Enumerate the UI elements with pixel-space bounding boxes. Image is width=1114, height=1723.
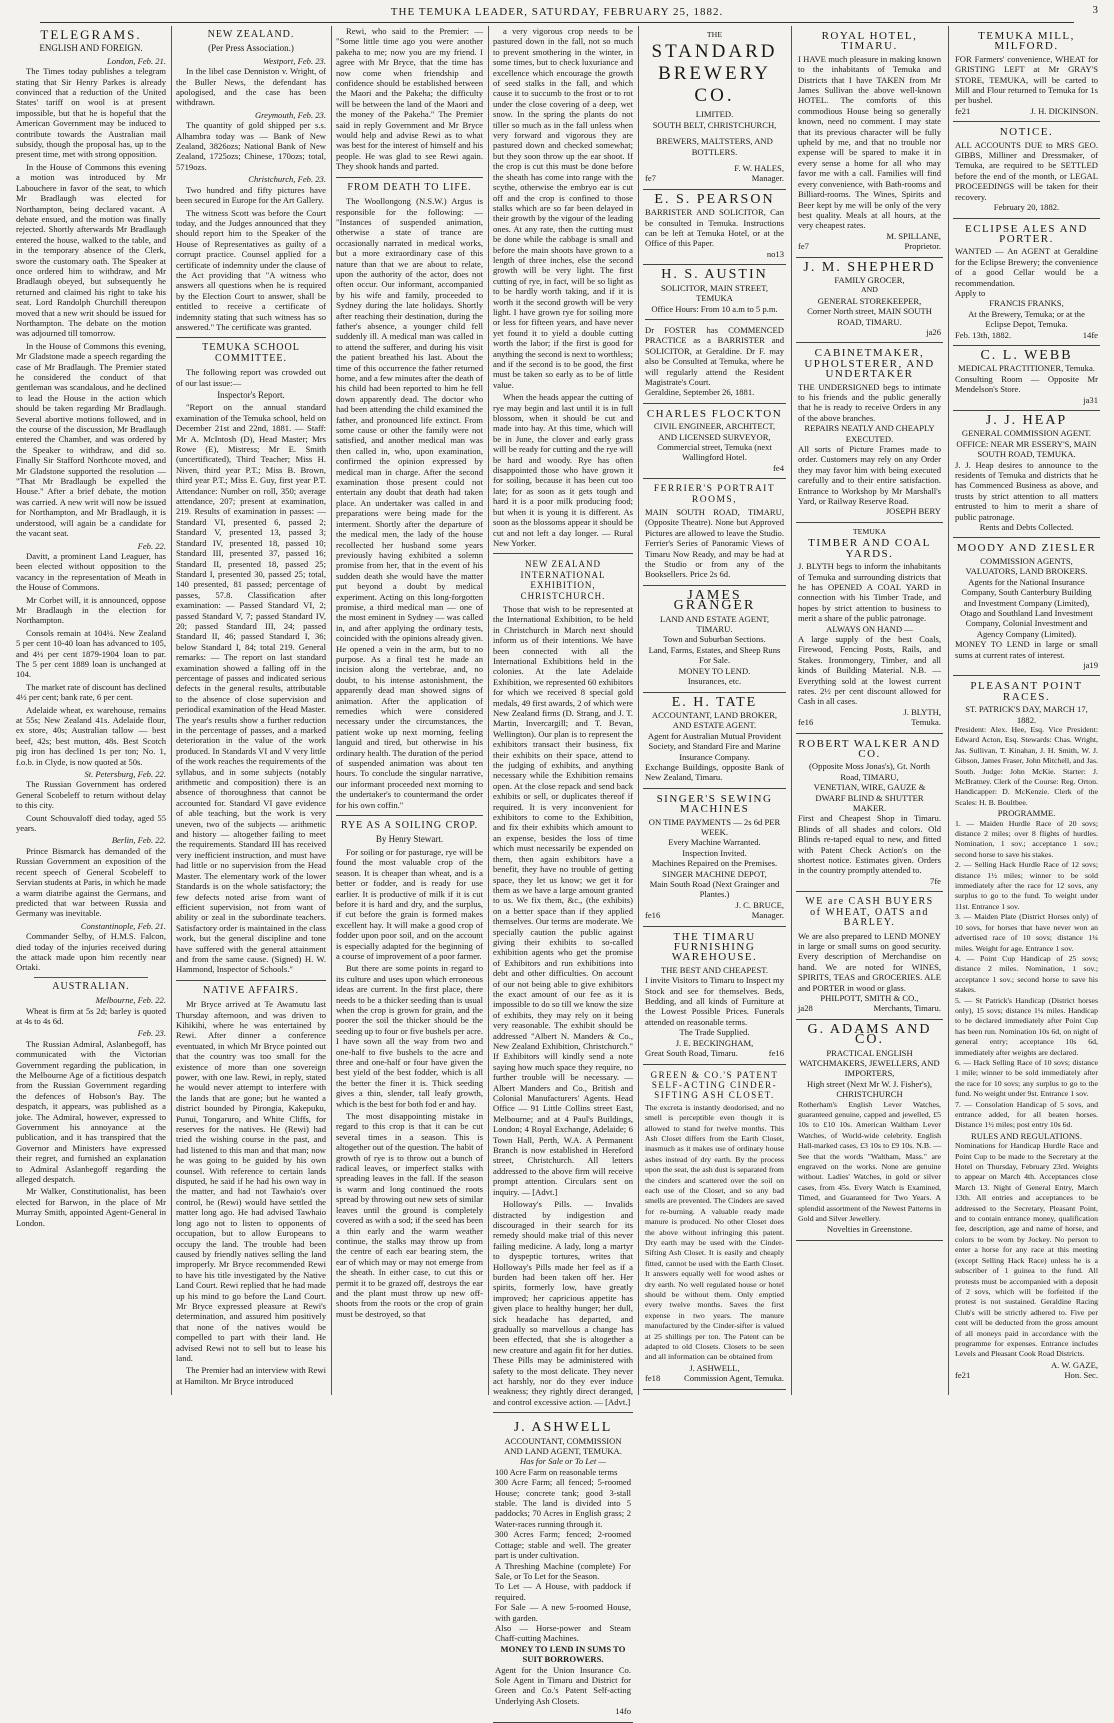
ad-date: ST. PATRICK'S DAY, MARCH 17, 1882. xyxy=(965,704,1088,725)
ad-body2: All sorts of Picture Frames made to order. Customers may rely on any Order they may favor him with being executed carefully and to their entire satisfaction. Entrance to Workshop by Mr Marshall's Yard, or Railway Reserve Road. xyxy=(798,444,941,507)
ad-role: Manager. xyxy=(751,173,784,184)
ad-standard-brewery xyxy=(643,26,786,190)
article-paragraph: For soiling or for pasturage, rye will be found the most valuable crop of the season. It is cheaper than wheat, and is a better or fodder, and is ready for use earlier. It is productive of milk if it is cut before it is hard and dry, and the surplus, if cut before the grain is formed makes excellent hay. It will make a good crop of fodder upon poor soil, and on the account is especially adapted for the beginning of a course of improvement of a poor farmer. xyxy=(336,846,483,961)
ad-body2: GENERAL STOREKEEPER, xyxy=(817,295,922,306)
ad-and: AND xyxy=(861,285,878,295)
article-paragraph: When the heads appear the cutting of rye may begin and last until it is in full blossom, when it should be cut and made into hay. At this time, which will be in June, the clover and early grass will be ready for cutting and the rye will be hard and woody. Rye has often disappointed those who have grown it for soiling, because it has been cut too late; for as soon as it gets tough and hard it is a poor milk producing food; but when it is young it is different. As soon as the blossoms appear it should be cut and not left a day longer. — Rural New Yorker. xyxy=(493,392,633,548)
ad-agent-line: Agent for the Union Insurance Co. Sole Agent in Timaru and District for Green and Co.'s Patent Self-acting Underlying Ash Closets. xyxy=(495,1664,631,1706)
ad-code: no13 xyxy=(766,248,784,259)
ad-code: fe7 xyxy=(645,173,656,184)
divider xyxy=(34,977,148,978)
ad-signature: J. E. BECKINGHAM, xyxy=(675,1037,754,1048)
masthead-rule xyxy=(40,22,1074,23)
article-paragraph: Davitt, a prominent Land Leaguer, has been elected without opposition to the vacancy in the representation of Meath in the House of Commons. xyxy=(16,550,166,593)
ad-role: Hon. Sec. xyxy=(1064,1370,1098,1381)
section-heading-school-committee: TEMUKA SCHOOL COMMITTEE. xyxy=(202,342,300,364)
ad-address: At the Brewery, Temuka; or at the Eclipse Depot, Temuka. xyxy=(968,308,1085,330)
ad-sub: ALWAYS ON HAND — xyxy=(826,623,913,634)
dateline: Feb. 23. xyxy=(137,1028,166,1039)
article-paragraph: The witness Scott was before the Court today, and the Judges announced that they should report him to the Speaker of the House of Representatives as guilty of a corrupt practice. Counsel applied for a certificate of indemnity under the clause of the Act providing that "A witness who answers all questions when he is required by the Election Court to answer, shall be entitled to receive a certificate of indemnity stating that such witness has so answered." The certificate was granted. xyxy=(176,207,326,332)
ad-title: E. H. TATE xyxy=(671,694,758,710)
article-paragraph: The following report was crowded out of our last issue:— xyxy=(176,367,326,388)
ad-subtitle: ACCOUNTANT, COMMISSION AND LAND AGENT, TEMUKA. xyxy=(504,1435,622,1457)
ad-sub: REPAIRS NEATLY AND CHEAPLY EXECUTED. xyxy=(804,423,935,444)
dateline: Westport, Feb. 23. xyxy=(263,55,326,66)
column-rule xyxy=(948,26,949,1395)
ad-office: SINGER MACHINE DEPOT, xyxy=(662,868,767,879)
ad-signature: FRANCIS FRANKS, xyxy=(989,298,1064,309)
article-paragraph: The most disappointing mistake in regard to this crop is that it can be cut several times in a season. This is altogether out of the question. The habit of growth of rye is to throw out a bunch of radical leaves, or imperfect stalks with spreading leaves in the fall. If the season is warm and long continued the roots spread by throwing out new sets of similar leaves until the ground is completely covered as with a sod; if the seed has been a thin early and the warm weather continue, the stalks may throw up from the centre of each ear bearing stem, the ear of which may or may not emerge from the sheath. In either case, to cut this or permit it to be grazed off, destroys the ear and the plant must throw up new off-shoots from the roots or the crop of grain must be destroyed, so that xyxy=(336,1111,483,1319)
article-paragraph: Prince Bismarck has demanded of the Russian Government an exposition of the recent speech of General Scobeleff to Servian students at Paris, in which he made a warm diatribe against the Germans, and predicted that war between Russia and Germany was inevitable. xyxy=(16,845,166,919)
ad-hours: Office Hours: From 10 a.m to 5 p.m. xyxy=(651,303,778,314)
inspector-report-heading: Inspector's Report. xyxy=(217,390,285,400)
dateline: Greymouth, Feb. 23. xyxy=(254,109,326,120)
race-item: 1. — Maiden Hurdle Race of 20 sovs; distance 2 miles; over 8 flights of hurdles. Nomination, 1 sov.; acceptance 1 sov.; second horse to save his stakes. xyxy=(955,818,1098,859)
ad-body2: A large supply of the best Coals, Firewood, Fencing Posts, Rails, and Stakes. Ironmongery, Timber, and all kinds of Building Material. N.B. — Everything sold at the lowest current rates. 2½ per cent discount allowed for Cash in all cases. xyxy=(798,633,941,707)
ad-code: ja31 xyxy=(1083,394,1098,405)
ad-title: J. M. SHEPHERD xyxy=(803,259,936,275)
ad-agent: Agent for Australian Mutual Provident Society, and Standard Fire and Marine Insurance Company. xyxy=(647,730,782,762)
article-paragraph: In the House of Commons this evening a motion was introduced by Mr Labouchere in favor of the seat, to which Mr Bradlaugh was elected for Northampton, being declared vacant. A debate ensued, and the motion was finally rejected. Shortly afterwards Mr Bradlaugh entered the house, walked to the table, and in the temporary absence of the Clerk, swore the customary oath. The Speaker at once ordered him to withdraw, and Mr Bradlaugh obeyed, but subsequently he returned and claimed his right to take his seat. Lord Randolph Churchill thereupon moved that a new writ should be issued for Northampton. The debate on the motion was adjourned till tomorrow. xyxy=(16,161,166,339)
article-paragraph: "Report on the annual standard examination of the Temuka school, held on December 21st and 22nd, 1881. — Staff: Mr A. McIntosh (D), Head Master; Mrs Rowe (E), Mistress; Mr E. Smith (uncertificated), Third Teacher; Miss H. Niven, third year P.T.; Miss B. Brown, third year P.T.; Miss E. Guy, first year P.T. Attendance: Number on roll, 350; average attendance, 207; present at examination, 219. Results of examination in passes: — Standard VI, presented 6, passed 2; Standard V, presented 13, passed 3; Standard IV, presented 18, passed 10; Standard III, presented 37, passed 16; Standard II, presented 18, passed 25; Standard I, presented 30, passed 25; total, 140 presented, 81 passed; percentage of passes, 57.8. Classification after examination: — Passed Standard VI, 2; passed Standard V, 7; passed Standard IV, 20; passed Standard III, 24; passed Standard II, 46; passed Standard I, 36; below Standard I, 84; total 219. General remarks: — The report on last standard examination showed a falling off in the percentage of passes and indicated serious defects in the general results, attributable to the absence of close supervision and periodical examination of the Head Master. The year's results show a further reduction in the percentage of passes, and a marked deterioration in the value of the work produced. In Standards VI and V very little of the work reaches the requirements of the syllabus, and in some subjects (notably arithmetic and composition) there is an absence of thoroughness that cannot be accounted for. Standard VI gave evidence of able teaching, but the work is very uneven, two of the subjects — arithmetic and history — altogether failing to meet the requirements. Standard III has received very inefficient instruction, and must have had little or no supervision from the Head Master. The elementary work of the lower Standards is on the whole satisfactory; the few defects noted arise from want of efficient supervision, not from want of ability or zeal in the subordinate teachers. Satisfactory order is maintained in the class work, but the general discipline and tone have suffered with the general attainment and from the same cause. (Signed) H. W. Hammond, Inspector of Schools." xyxy=(176,402,326,975)
ad-singer xyxy=(643,789,786,927)
ad-rules-heading: RULES AND REGULATIONS. xyxy=(970,1130,1082,1141)
article-paragraph: Commander Selby, of H.M.S. Falcon, died today of the injuries received during the attack made upon him recently near Ortaki. xyxy=(16,931,166,973)
ad-ashwell xyxy=(493,1418,633,1722)
ad-supplied: The Trade Supplied. xyxy=(679,1027,750,1038)
ad-body: ACCOUNTANT, LAND BROKER, AND ESTATE AGENT. xyxy=(651,709,778,731)
ad-sale-label: Has for Sale or To Let — xyxy=(519,1456,607,1467)
article-paragraph: In the House of Commons this evening, Mr Gladstone made a speech regarding the case of Mr Bradlaugh. The Premier stated he considered the conduct of that gentleman was scandalous, and he declined to lead the House in the action which should be taken regarding Mr Bradlaugh. Several abortive motions followed, and in the course of the discussion, Mr Bradlaugh entered the Chamber, and was ordered by the Speaker to withdraw, and did so. Finally Sir Stafford Northcote moved, and Mr Gladstone supported the resolution — "That Mr Bradlaugh be expelled the House." After a brief debate, the motion was carried. A new writ will now be issued for Northampton, and Mr Bradlaugh, it is understood, will again be a candidate for the vacant seat. xyxy=(16,340,166,539)
ad-flockton xyxy=(643,404,786,479)
ad-title: WE are CASH BUYERS of WHEAT, OATS and BARLEY. xyxy=(805,896,934,929)
section-heading-australian: AUSTRALIAN. xyxy=(52,980,130,992)
ad-body: MAIN SOUTH ROAD, TIMARU, (Opposite Theatre). None but Approved Pictures are allowed to leave the Studio. Ferrier's Series of Panoramic Views of Timaru Now Ready, and may be had at the Studio or from any of the Booksellers. Price 2s 6d. xyxy=(645,507,784,580)
ad-title: TIMBER AND COAL YARDS. xyxy=(808,537,931,560)
ad-body: I HAVE much pleasure in making known to the inhabitants of Temuka and Districts that I have TAKEN from Mr James Sullivan the above well-known HOTEL. The comforts of this commodious House being so generally known, need no comment. I may state that its previous character will be fully upheld by me, and that no trouble nor expense will be spared to make it in every sense a home for all who may favor me with a call. Families will find every convenience, with Bath-rooms and Billiard-rooms. The Wines, Spirits and Beer kept by me will be only of the very best quality. Meals at all hours, at the very cheapest rates. xyxy=(798,53,941,231)
ad-signature: F. W. HALES, xyxy=(734,163,784,174)
ad-body: FAMILY GROCER, xyxy=(834,274,905,285)
column-rule xyxy=(171,26,172,1395)
ad-code: fe18 xyxy=(645,1373,661,1384)
ad-title: THE TIMARU FURNISHING WAREHOUSE. xyxy=(671,930,758,964)
masthead xyxy=(0,0,1114,24)
ad-code: fe16 xyxy=(645,910,661,921)
ad-rules: Nominations for Handicap Hurdle Race and Point Cup to be made to the Secretary at the Hotel on Thursday, February 23rd. Weights to appear on March 4th. Acceptances close March 13. Night of General Entry, March 13th. All entries and acceptances to be addressed to the Secretary, Pleasant Point, and to contain entrance money, qualification fee, description, age and name of horse, and colors to be worn by Jockey. No person to enter a horse for any race at this meeting (except Selling Hack Race) unless he is a subscriber of 1 guinea to the fund. All protests must be accompanied with a deposit of 2 sovs, which will be forfeited if the protest is not sustained. Geraldine Racing Club's will be strictly adhered to. Five per cent will be deducted from the gross amount of all moneys paid in accordance with the programme for expenses. Entrance includes Levels and Pleasant Cook Road Districts. xyxy=(955,1141,1098,1359)
ad-address: Corner North street, MAIN SOUTH ROAD, TIMARU. xyxy=(807,306,932,327)
article-paragraph: Count Schouvaloff died today, aged 55 years. xyxy=(16,812,166,834)
ad-title: JAMES GRANGER xyxy=(673,587,756,614)
ad-item: 100 Acre Farm on reasonable terms xyxy=(495,1466,618,1477)
ad-bery-cabinetmaker xyxy=(796,343,943,523)
column-ads-2 xyxy=(796,26,943,1395)
ad-item: 300 Acres Farm; fenced; 2-roomed Cottage; stable and well. The greater part is under cultivation. xyxy=(495,1529,631,1561)
ad-line: Machines Repaired on the Premises. xyxy=(651,858,778,869)
ad-code: fe16 xyxy=(768,1048,784,1059)
column-death-to-life xyxy=(336,26,483,1395)
ad-body: Consulting Room — Opposite Mr Mendelson's Store. xyxy=(955,373,1098,395)
ad-place: Temuka. xyxy=(911,717,941,728)
article-paragraph: The Woollongong (N.S.W.) Argus is responsible for the following: — "Instances of suspended animation, otherwise a state of trance are occasionally narrated in medical works, but a more extraordinary case of this nature than that we are about to relate, upon the authority of the actor, does not often occur. Our informant, accompanied by his wife and family, proceeded to Sydney during the late holidays. Shortly after reaching their destination, during the father's absence, a younger child fell suddenly ill. A medical man was called in to attend the sufferer, and during his visit the patient breathed his last. About the time of this occurrence the father returned home, and a few minutes after the death of his child had been reported to him he fell down apparently dead. The doctor who had been attending the child examined the father, and pronounced life extinct. From some cause or other the family were not satisfied, and another medical man was then called in, who, upon examination, confirmed the opinion expressed by medical man in charge. After the second examination those present could not entertain any doubt that death had taken place. An undertaker was called in and preparations were being made for the interment. Shortly after the departure of the medical men, the lady of the house recollected her husband some years previously having exhibited a solemn promise from her, that in the event of his sudden death she would have the matter put beyond a doubt by medical experiment. Acting on this long-forgotten promise, a third medical man — one of the most eminent in Sydney — was called in, and after applying the ordinary tests, coincided with the opinions already given. He opened a vein in the arm, but to no purpose. As a final test he made an incision along the vertebrae, and, no doubt, to his intense astonishment, the apparently dead man showed signs of animation. After the application of remedies which were considered necessary under the circumstances, the patient woke up next morning, feeling languid and tired, but otherwise in his ordinary health. The duration of the period of suspended animation was about ten hours. To conclude the singular narrative, our informant proceeded next morning to the undertaker's to countermand the order for his own coffin." xyxy=(336,196,483,810)
ad-signature: J. H. DICKINSON. xyxy=(1030,105,1098,116)
ad-sub: MEDICAL PRACTITIONER, Temuka. xyxy=(958,363,1095,374)
ad-body: ALL ACCOUNTS DUE to MRS GEO. GIBBS, Milliner and Dressmaker, of Temuka, are required to be SETTLED before the end of the month, or LEGAL PROCEEDINGS will be taken for their recovery. xyxy=(955,139,1098,202)
ad-signature: J. BLYTH, xyxy=(903,706,941,717)
ad-title: E. S. PEARSON xyxy=(654,191,775,207)
byline: By Henry Stewart. xyxy=(375,834,444,845)
ad-programme-heading: PROGRAMME. xyxy=(997,808,1056,819)
ad-sub: PRACTICAL ENGLISH WATCHMAKERS, JEWELLERS, AND IMPORTERS, xyxy=(799,1047,940,1079)
ad-temuka-mill xyxy=(953,26,1100,122)
ad-title: STANDARD BREWERY CO. xyxy=(651,41,778,107)
ad-code: fe7 xyxy=(798,241,809,252)
ad-body: We are also prepared to LEND MONEY in large or small sums on good security. Every description of Merchandise on hand. We are noted for WINES, SPIRITS, TEAS and GROCERIES. ALE and PORTER in wood or glass. xyxy=(798,930,941,993)
ad-timaru-furnishing xyxy=(643,927,786,1065)
ad-title: H. S. AUSTIN xyxy=(661,267,768,283)
ad-sub: COMMISSION AGENTS, VALUATORS, LAND BROKERS. xyxy=(965,555,1088,577)
ad-adams-watchmakers xyxy=(796,1020,943,1241)
ad-signature: M. SPILLANE, xyxy=(886,230,941,241)
column-rule xyxy=(638,26,639,1395)
ad-officers: President: Alex. Hee, Esq. Vice President: Edward Acton, Esq. Stewards: Chas. Wright, Jas. Sullivan, T. Kinahan, J. H. Smith, W. J. Gibson, James Fraser, John Mitchell, and Jas. South. Judge: John McKie. Starter: J. McBratney. Clerk of the Course: Reg. Orton. Handicapper: D. McKenzie. Clerk of the Scales: H. B. Boultbee. xyxy=(955,724,1098,807)
ad-code: 14fe xyxy=(1082,329,1098,340)
ad-date: Geraldine, September 26, 1881. xyxy=(645,387,755,398)
ad-money: MONEY TO LEND in large or small sums at current rates of interest. xyxy=(955,639,1098,660)
divider xyxy=(336,177,483,178)
race-item: 7. — Consolation Handicap of 5 sovs, and entrance added, for all beaten horses. Distance 1½ miles; post entry 10s 6d. xyxy=(955,1099,1098,1130)
ad-heap xyxy=(953,411,1100,538)
article-paragraph: Holloway's Pills. — Invalids distracted by indigestion and discouraged in their search for its remedy should make trial of this never failing medicine. A lady, long a martyr to dyspeptic tortures, writes that Holloway's Pills made her feel as if a burden had been taken off her. Her spirits, formerly low, have greatly improved; her capricious appetite has given place to healthy hunger; her dull, sick headache has departed, and gradually so marvellous a change has been effected, that she is altogether a new creature and again fit for her duties. These Pills may be administered with safety to the most delicate. They never act harshly, nor do they ever induce weakness; they rightly direct deranged, and control excessive action. — [Advt.] xyxy=(493,1199,633,1407)
article-paragraph: Those that wish to be represented at the International Exhibition, to be held in Christchurch in March next should inform us of their intentions. We have been connected with all the International Exhibitions held in the colonies. At the late Adelaide Exhibition, we represented 60 exhibitors for which we received 8 special gold medals, 49 first awards, 2 of which were New Zealand firms (D. Strang, and J. T. Martin, Invercargill; and T. Bevan, Wellington). Our plan is to represent the exhibitors transact their business, fix their exhibits on their space, attend to the judging of exhibits, and anything necessary while the Exhibition remains open. At the close repack and send back exhibits or sell, or duplicates thereof if required. It is very inconvenient for exhibitors to come to the Exhibition, and fix their exhibits which amount to an expense, besides the loss of time which must necessarily be expended on them, then again exhibitors have a benefit, they have no trouble of getting space, they let us know; we get it for them as we have a large amount granted to us. We fix them, &c., (the exhibits) on a better space than if they applied themselves. Our terms are moderate. We specially caution the public against giving their exhibits to so-called exhibition agents who get the promise of Exhibitors and run exhibitions into debt and other difficulties. On account of our not being able to give exhibitors the exact amount of our fee as it is impossible to do so till we know the size of exhibits, they may rely on it being very reasonable. The exhibit should be addressed "Albert N. Manders & Co., New Zealand Exhibition, Christchurch." If Exhibitors will kindly send a note saying how much space they require, no further trouble will be necessary. — Albert Manders and Co., British and Colonial Manufacturers' Agents. Head Office — 91 Little Collins street East, Melbourne; and at 4 Paul's Buildings, London; 4 Royal Exchange, Adelaide; 6 Town Hall, Perth, W.A. A Permanent Branch is now established in Hereford street, Christchurch. All letters addressed to the above firm will receive prompt attention. Circulars sent on inquiry. — [Advt.] xyxy=(493,603,633,1197)
divider xyxy=(176,337,326,338)
ad-green-ash-closet xyxy=(643,1065,786,1390)
ad-sub: SOLICITOR, MAIN STREET, TEMUKA xyxy=(660,282,769,304)
ad-item: For Sale — A new 5-roomed House, with garden. xyxy=(495,1602,631,1623)
press-association-note: (Per Press Association.) xyxy=(208,43,294,54)
ad-title: C. L. WEBB xyxy=(980,347,1073,363)
ad-address: (Opposite Moss Jonas's), Gt. North Road, TIMARU, xyxy=(809,761,930,782)
article-paragraph: Adelaide wheat, ex warehouse, remains at 55s; New Zealand 41s. Adelaide flour, ex store, 40s; Australian tallow — best beef, 42s; best mutton, 48s. Best Scotch pig iron has declined 1s per ton; No. 1, f.o.b. in Clyde, is now quoted at 50s. xyxy=(16,704,166,767)
divider xyxy=(176,980,326,981)
ad-pleasant-point-races xyxy=(953,676,1100,1385)
ad-footer: Novelties in Greenstone. xyxy=(826,1224,913,1235)
column-rule xyxy=(331,26,332,1395)
race-item: 3. — Maiden Plate (District Horses only) of 10 sovs, for horses that have never won an advertised race of 10 sovs; distance 1¼ miles. Weight for age. Entrance 1 sov. xyxy=(955,912,1098,953)
ad-pearson xyxy=(643,190,786,265)
ad-item: A Threshing Machine (complete) For Sale, or To Let for the Season. xyxy=(495,1560,631,1581)
ad-body: Agents for the National Insurance Company, South Canterbury Building and Investment Company (Limited), Otago and Southland Land Investment Company, Colonial Investment and Agency Company (Limited). xyxy=(960,576,1093,639)
ad-address: SOUTH BELT, CHRISTCHURCH, xyxy=(652,119,777,130)
dateline: St. Petersburg, Feb. 22. xyxy=(84,769,166,780)
ad-code: ja19 xyxy=(1083,659,1098,670)
ad-title: G. ADAMS AND CO. xyxy=(807,1021,932,1048)
ad-sub: VENETIAN, WIRE, GAUZE & DWARF BLIND & SHUTTER MAKER. xyxy=(813,782,926,814)
ad-footer: Rents and Debts Collected. xyxy=(979,522,1074,533)
ad-body: CIVIL ENGINEER, ARCHITECT, AND LICENSED SURVEYOR, Commercial street, Temuka (next Wallingford Hotel. xyxy=(653,421,776,463)
dateline: Feb. 22. xyxy=(137,540,166,551)
ad-address: High street (Next Mr W. J. Fisher's), CHRISTCHURCH xyxy=(807,1078,932,1100)
ad-role: Proprietor. xyxy=(904,241,941,252)
dateline: Melbourne, Feb. 22. xyxy=(95,995,166,1006)
divider xyxy=(493,553,633,554)
ad-code: fe21 xyxy=(955,105,971,116)
ad-code: fe16 xyxy=(798,717,814,728)
ad-item: To Let — A House, with paddock if required. xyxy=(495,1581,631,1602)
ad-body2: Land, Farms, Estates, and Sheep Runs For Sale. xyxy=(648,644,781,666)
ad-office: OFFICE: NEAR MR ESSERY'S, MAIN SOUTH ROAD, TEMUKA. xyxy=(956,438,1097,460)
ad-money: MONEY TO LEND. xyxy=(678,665,751,676)
section-heading-exhibition: NEW ZEALAND INTERNATIONAL EXHIBITION, CHRISTCHURCH. xyxy=(520,559,606,601)
article-paragraph: The quantity of gold shipped per s.s. Alhambra today was — Bank of New Zealand, 3826ozs; National Bank of New Zealand, 1725ozs; Chinese, 170ozs; total, 5719ozs. xyxy=(176,120,326,172)
ad-address: Main South Road (Next Grainger and Plantes.) xyxy=(649,879,780,900)
column-new-zealand xyxy=(176,26,326,1395)
race-item: 2. — Selling Hack Hurdle Race of 12 sovs; distance 1½ miles; winner to be sold immediately after the race for 12 sovs, any surplus to go to the fund. To weight under 11st. Entrance 1 sov. xyxy=(955,860,1098,911)
ad-role: Merchants, Timaru. xyxy=(873,1003,941,1014)
ad-royal-hotel xyxy=(796,26,943,258)
article-paragraph: In the libel case Denniston v. Wright, of the Buller News, the defendant has apologised, and the case has been withdrawn. xyxy=(176,66,326,108)
race-item: 5. — St Patrick's Handicap (District horses only), 15 sovs; distance 1¼ miles. Handicap to be declared immediately after Point Cup has been run. Nomination 10s 6d, on night of general entry; acceptance 10s 6d, immediately after weights are declared. xyxy=(955,995,1098,1057)
ad-signature: J. ASHWELL, xyxy=(689,1362,740,1373)
dateline: Christchurch, Feb. 23. xyxy=(248,174,326,185)
column-exhibition xyxy=(493,26,633,1717)
ad-title: GREEN & CO.'S PATENT SELF-ACTING CINDER-SIFTING ASH CLOSET. xyxy=(650,1069,779,1101)
ad-signature: A. W. GAZE, xyxy=(1050,1359,1098,1370)
ad-title: FERRIER'S PORTRAIT ROOMS, xyxy=(653,484,776,505)
ad-body: BARRISTER AND SOLICITOR, Can be consulted in Temuka. Instructions can be left at Temuka Hotel, or at the Office of this Paper. xyxy=(645,207,784,249)
ad-body: Dr FOSTER has COMMENCED PRACTICE as a BARRISTER and SOLICITOR, at Geraldine. Dr F. may also be Consulted at Temuka, where he will regularly attend the Resident Magistrate's Court. xyxy=(645,324,784,387)
ad-moody-ziesler xyxy=(953,538,1100,676)
ad-code: fe4 xyxy=(773,462,784,473)
ad-sub: GENERAL COMMISSION AGENT. xyxy=(961,428,1092,439)
article-paragraph: Mr Bryce arrived at Te Awamutu last Thursday afternoon, and was driven to Kihikihi, where he was entertained by Rewi. After dinner a conference eventuated, in which Mr Bryce pointed out that the country was too small for the existence of more than one sovereign power, with one law. Rewi, in reply, stated he would never attempt to interfere with the lands that are gone; but he wanted a district bounded by Pirongia, Kakepuku, Punui, Tongaruro, and White Cliffs, for reserves for the natives. He (Rewi) had tried the wishing course in the past, and had listened to this man and that man; now he was going to be guided by his own counsel. With reference to certain lands disputed, he said if he had his own way in the matter, and had not Tawhaio's over control, he (Rewi) would have settled the matter long ago. He had advised Tawhaio long ago not to listen to opponents of occupation, but to allow Europeans to occupy the land. The trouble had been caused by friendly natives selling the land improperly. Mr Bryce recommended Rewi to have his title investigated by the Native Land Court. Rewi replied that he had made up his mind to go before the Land Court. Mr Bryce expressed pleasure at Rewi's determination, and assured him positively that none of the natives would be compelled to part with their land. He advised Rewi not to sell but to lease his land. xyxy=(176,999,326,1363)
ad-ferrier xyxy=(643,479,786,586)
ad-sub: LIMITED. xyxy=(695,109,734,120)
race-item: 6. — Hack Selling Race of 10 sovs; distance 1 mile; winner to be sold immediately after the race for 10 sovs; any surplus to go to the fund. No weight under 9st. Entrance 1 sov. xyxy=(955,1057,1098,1099)
ad-body: FOR Farmers' convenience, WHEAT for GRISTING LEFT at Mr GRAY'S STORE, TEMUKA, will be carted to Mill and Flour returned to Temuka for 1s per bushel. xyxy=(955,53,1098,106)
article-paragraph: Consols remain at 104¼. New Zealand 5 per cent 10-40 loan has advanced to 105, and 4½ per cent 1879-1904 loan to par. The 5 per cent 1889 loan is unchanged at 104. xyxy=(16,627,166,680)
ad-code: 7fe xyxy=(930,875,941,886)
ad-title: CHARLES FLOCKTON xyxy=(646,407,783,420)
ad-title: SINGER'S SEWING MACHINES xyxy=(656,792,773,816)
article-paragraph: The Russian Government has ordered General Scobeleff to return without delay to this city. xyxy=(16,779,166,811)
section-heading-death-to-life: FROM DEATH TO LIFE. xyxy=(347,181,472,193)
race-item: 4. — Point Cup Handicap of 25 sovs; distance 2 miles. Nomination, 1 sov.; acceptance 1 sov.; second horse to save his stakes. xyxy=(955,953,1098,995)
article-paragraph: Two hundred and fifty pictures have been secured in Europe for the Art Gallery. xyxy=(176,184,326,206)
ad-sub: THE BEST AND CHEAPEST. xyxy=(660,964,769,975)
ad-body: First and Cheapest Shop in Timaru. Blinds of all shades and colors. Old Blinds re-taped equal to new, and fitted with Patent Check Action's on the shortest notice. Estimates given. Orders in the country promptly attended to. xyxy=(798,813,941,876)
ad-line: Every Machine Warranted. xyxy=(668,837,761,848)
article-paragraph: The Russian Admiral, Aslanbegoff, has communicated with the Victorian Government regarding the publication, in the Melbourne Age of a fictitious despatch from the Russian Government regarding the defences of Hobson's Bay. The despatch, it appears, was published as a joke. The Admiral, however, expressed to Government his annoyance at the publication, and it has transpired that the Governor and Ministers have expressed their regret, and furnished an explanation to Admiral Aslanbegoff regarding the alleged despatch. xyxy=(16,1038,166,1185)
ad-shepherd xyxy=(796,258,943,344)
article-paragraph: Rewi, who said to the Premier: — "Some little time ago you were another pakeha to me; now you are my friend. I agree with Mr Bryce, that the time has now come when friendship and confidence should be established between the Maori and the Pakeha; the difficulty will be between the land of the Maori and the money of the Pakeha." The Premier said in reply Government and Mr Bryce would help and advise Rewi as to what was best for the interest of himself and his people. He was glad to see Rewi again. They shook hands and parted. xyxy=(336,26,483,172)
masthead-title: THE TEMUKA LEADER, SATURDAY, FEBRUARY 25, 1882. xyxy=(390,6,724,18)
ad-body: ON TIME PAYMENTS — 2s 6d PER WEEK. xyxy=(648,816,781,837)
ad-title: MOODY AND ZIESLER xyxy=(956,542,1097,555)
ad-footer xyxy=(495,1706,631,1716)
divider xyxy=(336,815,483,816)
section-heading-native-affairs: NATIVE AFFAIRS. xyxy=(203,984,299,996)
column-ads-1 xyxy=(643,26,786,1395)
divider xyxy=(645,319,784,320)
ad-item: 300 Acre Farm; all fenced; 5-roomed House; concrete tank; good 3-stall stable. The land is divided into 5 paddocks; 70 Acres in English grass; 2 Water-races running through it. xyxy=(495,1477,631,1529)
ad-title: NOTICE. xyxy=(999,126,1054,139)
ad-body: Rotherham's English Lever Watches, guaranteed genuine, capped and jewelled, £5 10s to £10 10s. American Waltham Lever Watches, of World-wide celebrity. English Hall-marked cases, £3 10s to £9 10s. N.B. — See that the words "Waltham, Mass." are engraved on the works. None are genuine without. Ladies' Watches, in gold or silver cases, from 45s. Every Watch is Examined, Timed, and Guaranteed for Two Years. A splendid assortment of the Newest Patterns in Gold and Silver Jewellery. xyxy=(798,1099,941,1224)
section-heading-telegrams: TELEGRAMS. xyxy=(40,27,142,42)
column-rule xyxy=(488,26,489,1395)
ad-title: PLEASANT POINT RACES. xyxy=(970,680,1083,703)
ad-code: ja28 xyxy=(798,1003,813,1014)
divider xyxy=(493,1412,633,1413)
ad-signature: PHILPOTT, SMITH & CO., xyxy=(820,992,919,1003)
ad-code: ja26 xyxy=(926,326,941,337)
ad-body: LAND AND ESTATE AGENT, TIMARU. xyxy=(660,613,769,635)
article-paragraph: Mr Corbet will, it is announced, oppose Mr Bradlaugh in the election for Northampton. xyxy=(16,594,166,626)
ad-title: CABINETMAKER, UPHOLSTERER, AND UNDERTAKER xyxy=(804,347,935,381)
article-paragraph: The Times today publishes a telegram stating that Sir Henry Parkes is already convinced that a reduction of the United States' tariff on wool is at present impossible, but that he is hopeful that the American Government may be induced to contribute towards the Australian mail subsidy, though the proposal has, up to the present time, met with strong opposition. xyxy=(16,66,166,160)
section-heading-rye: RYE AS A SOILING CROP. xyxy=(340,820,479,832)
ad-eclipse-ales xyxy=(953,219,1100,346)
ad-body: THE UNDERSIGNED begs to intimate to his friends and the public generally that he is ready to receive Orders in any of the above branches. xyxy=(798,381,941,423)
ad-code: fe21 xyxy=(955,1370,971,1381)
ad-webb xyxy=(953,346,1100,411)
ad-blyth-timber-coal xyxy=(796,523,943,734)
column-telegrams xyxy=(16,26,166,1395)
ad-signature: J. C. BRUCE, xyxy=(735,899,784,910)
ad-title: ROYAL HOTEL, TIMARU. xyxy=(821,30,918,53)
article-paragraph: a very vigorous crop needs to be pastured down in the fall, not so much to prevent smothering in the winter, in some times, but to check luxuriance and excellence which encourage the growth of seed stalks in the fall, and which cause it to succumb to the frost or to rot under the close covering of a deep, wet snow. In the spring the plants do not tiller so much as in the fall unless when very forward and vigorous they are pastured down and checked somewhat; but they soon throw up the ear shoot. If the crop is cut this must be done before the sheath has come into range with the scythe, otherwise the embryo ear is cut off and the crop is confined to those stalks which are so far been delayed in their growth by the vigour of the leading ones. At any rate, then the cutting must be done while the cabbage is small and before the main shoots have grown to a length of three inches, else the second growth will be very light. The first cutting of rye, in fact, will be so light as to be hardly worth taking, and if it is worth it the second growth will be very light. I have grown rye for soiling more or less for fifteen years, and have never yet found it to yield a double cutting worth the labor; if the first is good for anything the second is next to worthless; and if the second is to be good, the first must be taken so early as to be of little value. xyxy=(493,26,633,390)
ad-granger xyxy=(643,586,786,693)
ad-body: J. BLYTH begs to inform the inhabitants of Temuka and surrounding districts that he has OPENED A COAL YARD in connection with his Timber Trade, and hopes by strict attention to business to merit a share of the public patronage. xyxy=(798,561,941,624)
ad-insurance: Insurances, etc. xyxy=(687,676,742,687)
ad-philpott-smith xyxy=(796,892,943,1019)
column-ads-3 xyxy=(953,26,1100,1395)
ad-date: Feb. 13th, 1882. xyxy=(955,329,1012,340)
ad-title: ROBERT WALKER AND CO. xyxy=(798,737,941,760)
article-paragraph: The market rate of discount has declined 4½ per cent; bank rate, 6 per cent. xyxy=(16,681,166,703)
dateline: London, Feb. 21. xyxy=(107,55,166,66)
ad-address: Great South Road, Timaru. xyxy=(645,1048,738,1059)
article-paragraph: But there are some points in regard to its culture and uses upon which erroneous ideas are current. In the first place, there needs to be a thicker seeding than is usual when the crop is grown for grain, and the poorer the soil the thicker should be the seeding up to four or five bushels per acre. I have sown all the way from two and one-half to five bushels to the acre and three and one-half or four have given the best yield of the best fodder, which is all the better the finer it is. Thick seeding gives a thin, slender, tall leafy growth, which is the best for both fod er and hay. xyxy=(336,963,483,1109)
section-heading-new-zealand: NEW ZEALAND. xyxy=(207,29,295,40)
ad-body: J. J. Heap desires to announce to the residents of Temuka and districts that he has Commenced Business as above, and trusts by strict attention to all matters entrusted to him to merit a share of public patronage. xyxy=(955,459,1098,522)
ad-signature: JOSEPH BERY xyxy=(885,506,941,517)
ad-role: Manager. xyxy=(751,910,784,921)
ad-trade: BREWERS, MALTSTERS, AND BOTTLERS. xyxy=(656,136,773,157)
column-rule xyxy=(791,26,792,1395)
ad-body: The excreta is instantly deodorised, and no smell is perceptible even though it is allowed to stand for twelve months. This Ash Closet differs from the Earth Closet, inasmuch as it makes use of ordinary house ashes instead of dry earth. By the process upon the seat, the ash dust is separated from the cinders and scattered over the soil on each use of the Closet, and so any bad smells are prevented. The Cinders are saved for re-burning. A valuable ready made manure is produced. No other Closet does the above without infringing this patent. Dry earth may be used with the Cinder-Sifting Ash Closet. It is easily and cheaply fitted, cannot be used with the Earth Closet. It answers equally well for wood ashes or dry earth. No well regulated house or hotel should be without them. Only emptied every twelve months. Saves the first expense in two years. The manure manufactured by the Cinder-sifter is valued at 25 shillings per ton. The Patent can be adapted to old Closets. Closets to be seen and all information can be obtained from xyxy=(645,1102,784,1362)
ad-role: Commission Agent, Temuka. xyxy=(684,1373,784,1384)
ad-austin xyxy=(643,265,786,403)
ad-notice-gibbs xyxy=(953,122,1100,218)
ad-pre: TEMUKA xyxy=(852,526,887,536)
dateline: Berlin, Feb. 22. xyxy=(111,835,166,846)
ad-sub: Town and Suburban Sections. xyxy=(663,634,766,645)
ad-item: Also — Horse-power and Steam Chaff-cutting Machines. xyxy=(495,1622,631,1644)
page-number: 3 xyxy=(1092,4,1098,16)
article-paragraph: The Premier had an interview with Rewi at Hamilton. Mr Bryce introduced xyxy=(176,1365,326,1386)
ad-title: ECLIPSE ALES AND PORTER. xyxy=(964,222,1088,245)
article-paragraph: Wheat is firm at 5s 2d; barley is quoted at 4s to 4s 6d. xyxy=(16,1005,166,1026)
article-paragraph: Mr Walker, Constitutionalist, has been elected for Barwon, in the place of Mr Murray Smith, appointed Agent-General in London. xyxy=(16,1186,166,1228)
ad-robert-walker xyxy=(796,734,943,893)
ad-money-line: MONEY TO LEND IN SUMS TO SUIT BORROWERS. xyxy=(500,1643,626,1665)
ad-body: I invite Visitors to Timaru to Inspect my Stock and see for themselves. Beds, Bedding, and all kinds of Furniture at the Lowest Possible Prices. Funerals attended on reasonable terms. xyxy=(645,975,784,1027)
ad-pre: THE xyxy=(706,30,723,39)
ad-apply: Apply to xyxy=(955,287,986,298)
ad-address: Exchange Buildings, opposite Bank of New Zealand, Timaru. xyxy=(645,761,784,783)
ad-tate xyxy=(643,693,786,789)
dateline: Constantinople, Feb. 21. xyxy=(80,920,166,931)
subheading-english-foreign: ENGLISH AND FOREIGN. xyxy=(39,43,143,54)
ad-line: Inspection Invited. xyxy=(682,847,747,858)
ad-title: J. J. HEAP xyxy=(985,413,1068,428)
ad-code: 14fo xyxy=(615,1706,631,1717)
ad-title: J. ASHWELL xyxy=(513,1420,613,1436)
ad-body: WANTED — An AGENT at Geraldine for the Eclipse Brewery; the convenience of a good Cellar would be a recommendation. xyxy=(955,246,1098,288)
ad-title: TEMUKA MILL, MILFORD. xyxy=(978,30,1075,53)
ad-date: February 20, 1882. xyxy=(993,202,1060,213)
